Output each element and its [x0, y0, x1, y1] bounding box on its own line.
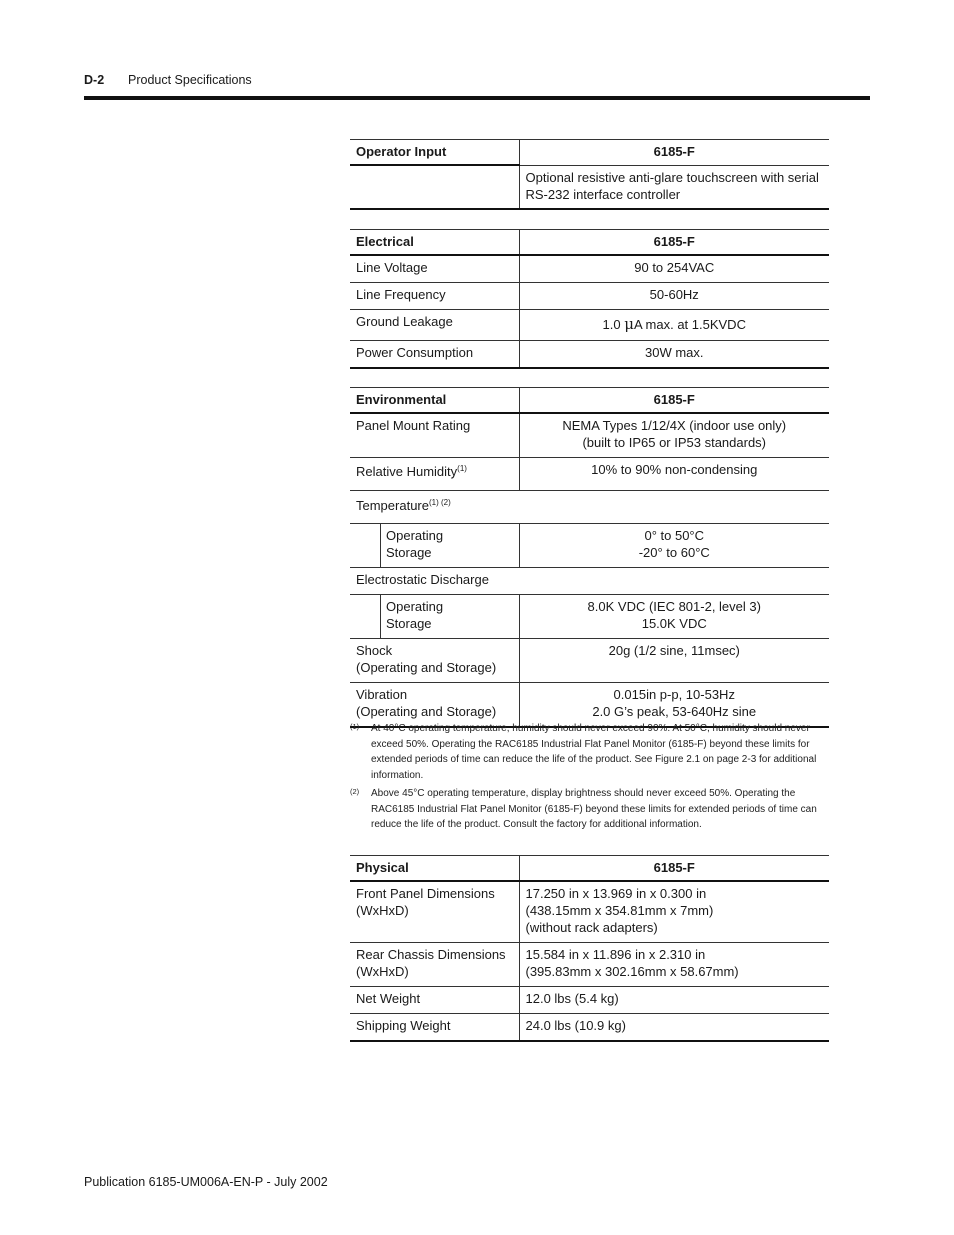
row-label: Line Frequency — [350, 283, 519, 310]
table-row — [350, 491, 829, 524]
table-row — [350, 881, 829, 943]
table-row — [350, 639, 829, 683]
footnote — [350, 786, 830, 833]
page-number: D-2 — [84, 73, 105, 87]
table-row — [350, 524, 829, 568]
row-label: Relative Humidity$^{(1)}$ — [350, 458, 519, 491]
row-label: Vibration (Operating and Storage) — [350, 683, 519, 728]
row-label: Net Weight — [350, 987, 519, 1014]
row-value: 50-60Hz — [519, 283, 829, 310]
physical-heading: Physical — [350, 856, 519, 882]
electrical-model: 6185-F — [519, 230, 829, 256]
row-sublabel: Operating Storage — [350, 524, 519, 568]
table-row — [350, 943, 829, 987]
footnote — [350, 721, 830, 783]
row-value: 0.015in p-p, 10-53Hz 2.0 G’s peak, 53-640Hz sine — [519, 683, 829, 728]
operator-input-value: Optional resistive anti-glare touchscreen with serial RS-232 interface controller — [519, 165, 829, 209]
row-label: Power Consumption — [350, 341, 519, 369]
row-label: Front Panel Dimensions (WxHxD) — [350, 881, 519, 943]
operator-input-heading: Operator Input — [350, 140, 519, 166]
environmental-heading: Environmental — [350, 388, 519, 414]
row-value: NEMA Types 1/12/4X (indoor use only) (built to IP65 or IP53 standards) — [519, 413, 829, 458]
row-value: 1.0 μA max. at 1.5KVDC — [519, 310, 829, 341]
header-rule — [84, 96, 870, 100]
row-value: 30W max. — [519, 341, 829, 369]
table-row — [350, 458, 829, 491]
row-label: Panel Mount Rating — [350, 413, 519, 458]
footnote-ref: (1) (2) — [428, 498, 451, 507]
environmental-model: 6185-F — [519, 388, 829, 414]
table-row — [350, 310, 829, 341]
table-row — [350, 987, 829, 1014]
electrical-heading: Electrical — [350, 230, 519, 256]
row-value: 17.250 in x 13.969 in x 0.300 in (438.15mm x 354.81mm x 7mm) (without rack adapters) — [519, 881, 829, 943]
row-label: Shipping Weight — [350, 1014, 519, 1042]
row-value: 15.584 in x 11.896 in x 2.310 in (395.83mm x 302.16mm x 58.67mm) — [519, 943, 829, 987]
row-value: 90 to 254VAC — [519, 255, 829, 283]
row-label: Electrostatic Discharge — [350, 568, 829, 595]
physical-table — [350, 855, 829, 1042]
row-label: Temperature$^{(1) (2)}$ — [350, 491, 829, 524]
electrical-table — [350, 229, 829, 369]
table-row — [350, 413, 829, 458]
table-row — [350, 568, 829, 595]
micro-symbol: μ — [624, 315, 634, 333]
environmental-table — [350, 387, 829, 728]
footnote-mark: (2) — [350, 787, 360, 796]
row-sublabel: Operating Storage — [350, 595, 519, 639]
row-value: 0° to 50°C -20° to 60°C — [519, 524, 829, 568]
physical-model: 6185-F — [519, 856, 829, 882]
footnote-text: At 40°C operating temperature, humidity should never exceed 90%. At 50°C, humidity should never exceed 50%. Operating the RAC6185 Industrial Flat Panel Monitor (6185-F) beyond these limits for extended periods of time can reduce the life of the product. See Figure 2.1 on page 2-3 for additional information. — [371, 723, 817, 781]
footnote-mark: (1) — [350, 722, 360, 731]
row-value: 24.0 lbs (10.9 kg) — [519, 1014, 829, 1042]
row-value: 10% to 90% non-condensing — [519, 458, 829, 491]
row-label: Shock (Operating and Storage) — [350, 639, 519, 683]
table-row — [350, 255, 829, 283]
row-label: Ground Leakage — [350, 310, 519, 341]
table-row — [350, 1014, 829, 1042]
section-title: Product Specifications — [128, 73, 252, 87]
row-value: 20g (1/2 sine, 11msec) — [519, 639, 829, 683]
table-row — [350, 595, 829, 639]
footnote-ref: (1) — [457, 464, 467, 473]
table-row — [350, 283, 829, 310]
publication-footer: Publication 6185-UM006A-EN-P - July 2002 — [84, 1175, 328, 1189]
table-row — [350, 341, 829, 369]
operator-input-table — [350, 139, 829, 210]
footnote-text: Above 45°C operating temperature, display brightness should never exceed 50%. Operating the RAC6185 Industrial Flat Panel Monitor (6185-F) beyond these limits for extended periods of time can reduce the life of the product. Consult the factory for additional information. — [371, 788, 817, 830]
row-label: Line Voltage — [350, 255, 519, 283]
operator-input-model: 6185-F — [519, 140, 829, 166]
row-label: Rear Chassis Dimensions (WxHxD) — [350, 943, 519, 987]
row-value: 8.0K VDC (IEC 801-2, level 3) 15.0K VDC — [519, 595, 829, 639]
row-value: 12.0 lbs (5.4 kg) — [519, 987, 829, 1014]
